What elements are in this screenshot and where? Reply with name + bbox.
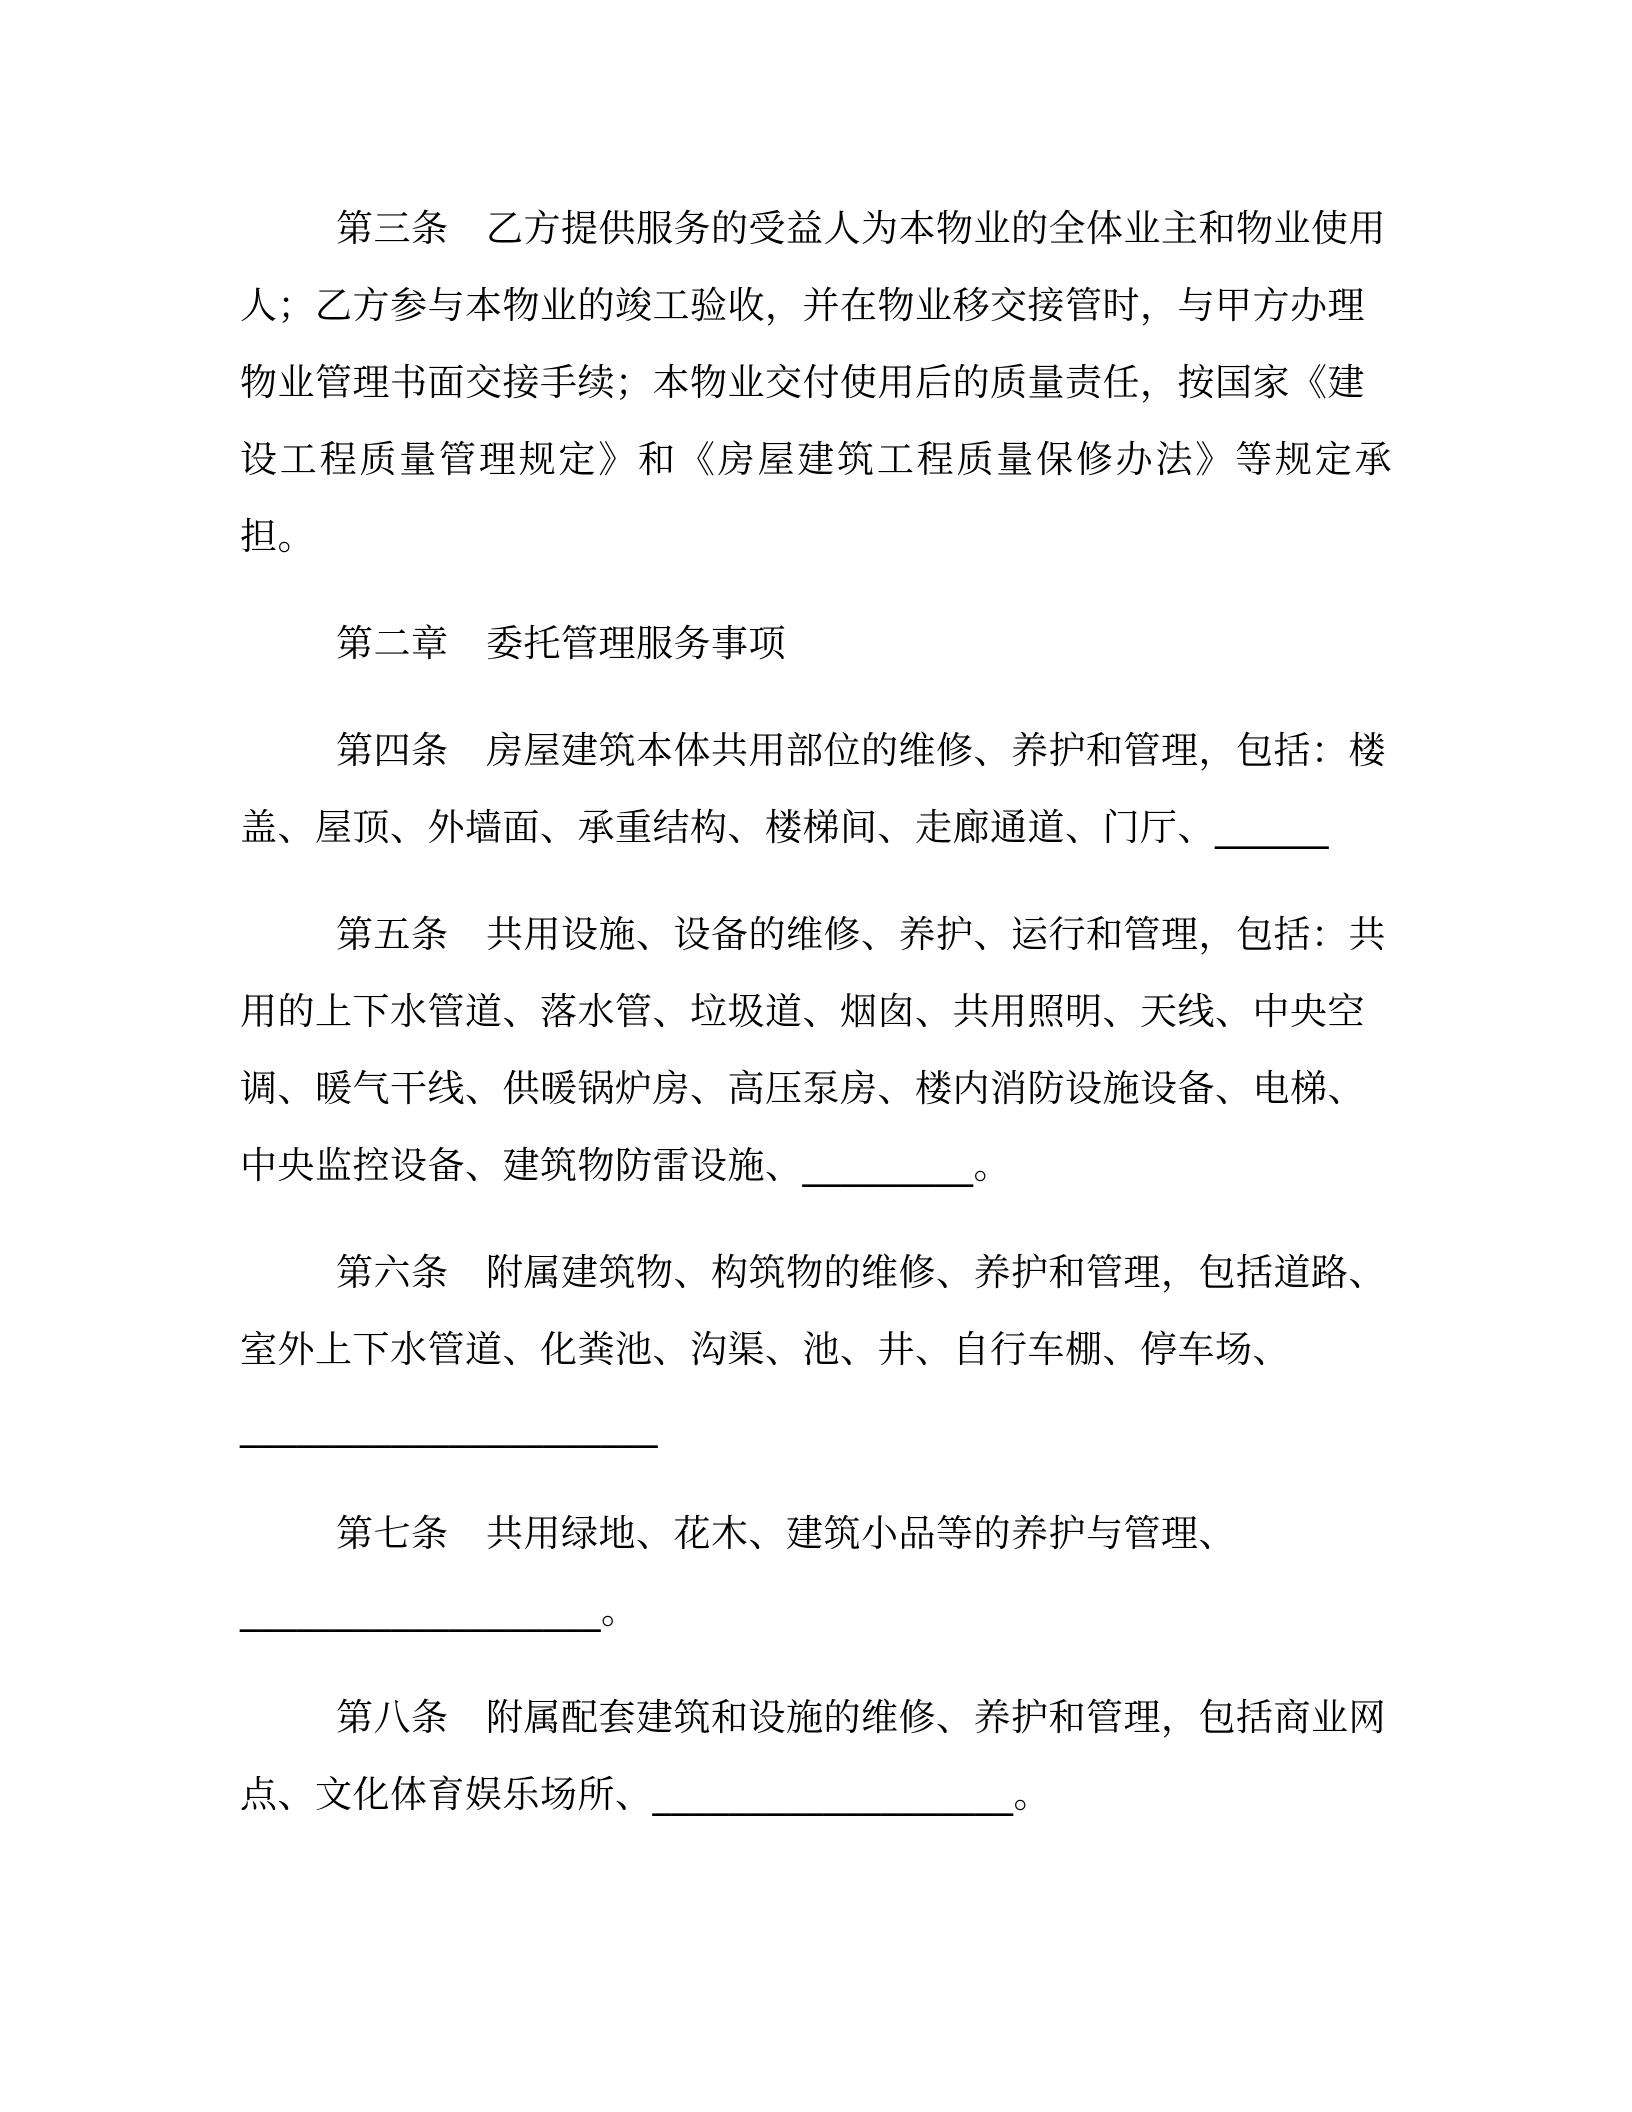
article-6-line-3: ______________________ bbox=[240, 1405, 658, 1448]
article-8-line-1: 第八条 附属配套建筑和设施的维修、养护和管理，包括商业网 bbox=[336, 1696, 1386, 1739]
article-6-line-1: 第六条 附属建筑物、构筑物的维修、养护和管理，包括道路、 bbox=[336, 1251, 1386, 1294]
article-4-paragraph bbox=[240, 712, 1392, 866]
article-6-line-2: 室外上下水管道、化粪池、沟渠、池、井、自行车棚、停车场、 bbox=[240, 1328, 1290, 1371]
article-3-paragraph bbox=[240, 190, 1392, 575]
article-6-paragraph bbox=[240, 1234, 1392, 1465]
article-8-paragraph bbox=[240, 1679, 1392, 1833]
document-page bbox=[240, 190, 1392, 1863]
chapter-2-line-1: 第二章 委托管理服务事项 bbox=[336, 622, 786, 665]
article-7-line-1: 第七条 共用绿地、花木、建筑小品等的养护与管理、 bbox=[336, 1512, 1236, 1555]
article-5-paragraph bbox=[240, 896, 1392, 1204]
article-7-line-2: ___________________。 bbox=[240, 1589, 639, 1632]
article-3-line-3: 物业管理书面交接手续；本物业交付使用后的质量责任，按国家《建 bbox=[240, 361, 1365, 404]
article-8-line-2: 点、文化体育娱乐场所、___________________。 bbox=[240, 1773, 1051, 1816]
article-7-paragraph bbox=[240, 1495, 1392, 1649]
article-3-line-4: 设工程质量管理规定》和《房屋建筑工程质量保修办法》等规定承担。 bbox=[240, 438, 1392, 558]
article-5-line-1: 第五条 共用设施、设备的维修、养护、运行和管理，包括：共 bbox=[336, 913, 1386, 956]
article-3-line-1: 第三条 乙方提供服务的受益人为本物业的全体业主和物业使用 bbox=[336, 207, 1386, 250]
article-5-line-4: 中央监控设备、建筑物防雷设施、_________。 bbox=[240, 1144, 1011, 1187]
article-5-line-2: 用的上下水管道、落水管、垃圾道、烟囱、共用照明、天线、中央空 bbox=[240, 990, 1365, 1033]
chapter-2-heading bbox=[240, 605, 1392, 682]
article-3-line-2: 人；乙方参与本物业的竣工验收，并在物业移交接管时，与甲方办理 bbox=[240, 284, 1365, 327]
article-4-line-1: 第四条 房屋建筑本体共用部位的维修、养护和管理，包括：楼 bbox=[336, 729, 1386, 772]
article-4-line-2: 盖、屋顶、外墙面、承重结构、楼梯间、走廊通道、门厅、______ bbox=[240, 806, 1329, 849]
article-5-line-3: 调、暖气干线、供暖锅炉房、高压泵房、楼内消防设施设备、电梯、 bbox=[240, 1067, 1365, 1110]
